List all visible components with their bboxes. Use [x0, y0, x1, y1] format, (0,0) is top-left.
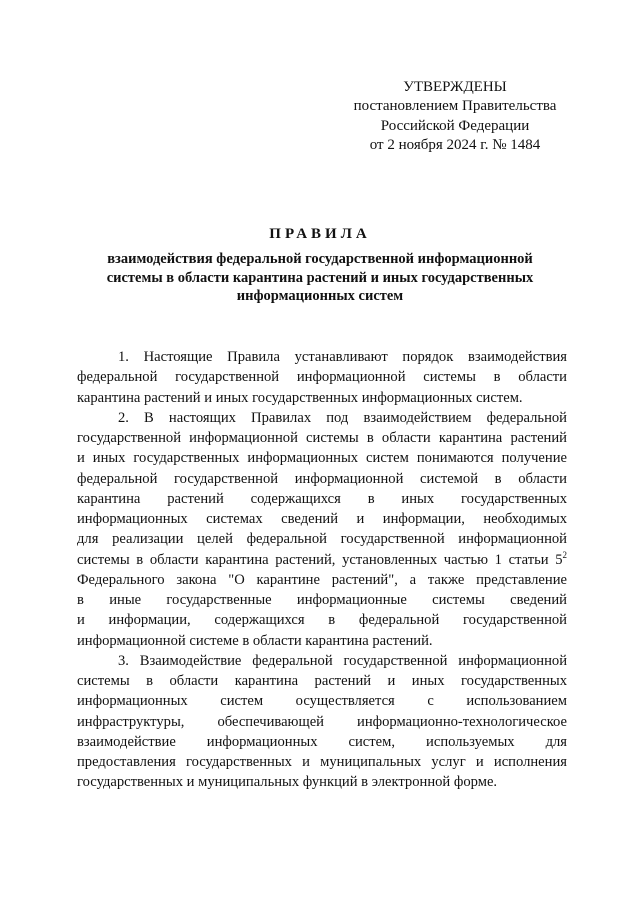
paragraph-line: системы в области карантина растений и иных государственных	[77, 673, 567, 689]
subtitle-line: информационных систем	[236, 288, 404, 305]
paragraph-line: для реализации целей федеральной государственной информационной	[77, 531, 567, 548]
paragraph-line: предоставления государственных и муниципальных услуг и исполнения	[77, 754, 567, 770]
approval-line: Российской Федерации	[380, 117, 530, 134]
document-body	[77, 347, 567, 793]
paragraph-line: государственной информационной системы в области карантина растений	[77, 430, 567, 446]
paragraph-line: государственных и муниципальных функций в электронной форме.	[77, 774, 498, 791]
paragraph-line: карантина растений содержащихся в иных государственных	[77, 490, 567, 507]
paragraph-line: 1. Настоящие Правила устанавливают порядок взаимодействия	[118, 349, 567, 365]
paragraph-line: взаимодействие информационных систем, используемых для	[77, 733, 567, 750]
paragraph	[77, 347, 567, 408]
paragraph-line: карантина растений и иных государственных информационных систем.	[77, 389, 523, 406]
paragraph-line: федеральной государственной информационной системы в области	[77, 369, 567, 386]
paragraph-line: информационных систем осуществляется с использованием	[77, 693, 567, 710]
paragraph-line: инфраструктуры, обеспечивающей информационно-технологическое	[77, 713, 567, 730]
paragraph-line: федеральной государственной информационной системой в области	[77, 470, 567, 487]
document-subtitle	[80, 250, 560, 306]
subtitle-line: системы в области карантина растений и иных государственных	[106, 269, 534, 286]
approval-block	[330, 78, 580, 155]
paragraph-line: информационных системах сведений и информации, необходимых	[77, 511, 567, 527]
document-title: ПРАВИЛА	[269, 226, 371, 242]
paragraph-line: в иные государственные информационные системы сведений	[77, 592, 567, 608]
paragraph-line: Федерального закона "О карантине растений", а также представление	[77, 571, 567, 588]
paragraph-line	[77, 550, 567, 570]
paragraph-line: и иных государственных информационных систем понимаются получение	[77, 450, 567, 467]
paragraph	[77, 651, 567, 793]
paragraph	[77, 408, 567, 651]
approval-line: от 2 ноября 2024 г. № 1484	[369, 136, 541, 153]
approval-heading: УТВЕРЖДЕНЫ	[403, 79, 507, 95]
paragraph-line: информационной системе в области карантина растений.	[77, 632, 433, 649]
paragraph-line: 3. Взаимодействие федеральной государственной информационной	[118, 652, 567, 669]
subtitle-line: взаимодействия федеральной государственной информационной	[107, 251, 533, 267]
paragraph-line: и информации, содержащихся в федеральной государственной	[77, 612, 567, 629]
line-text: системы в области карантина растений, установленных частью 1 статьи 5	[77, 551, 563, 568]
approval-line: постановлением Правительства	[353, 98, 557, 115]
article-superscript: 2	[562, 549, 567, 560]
paragraph-line: 2. В настоящих Правилах под взаимодействием федеральной	[118, 409, 567, 426]
